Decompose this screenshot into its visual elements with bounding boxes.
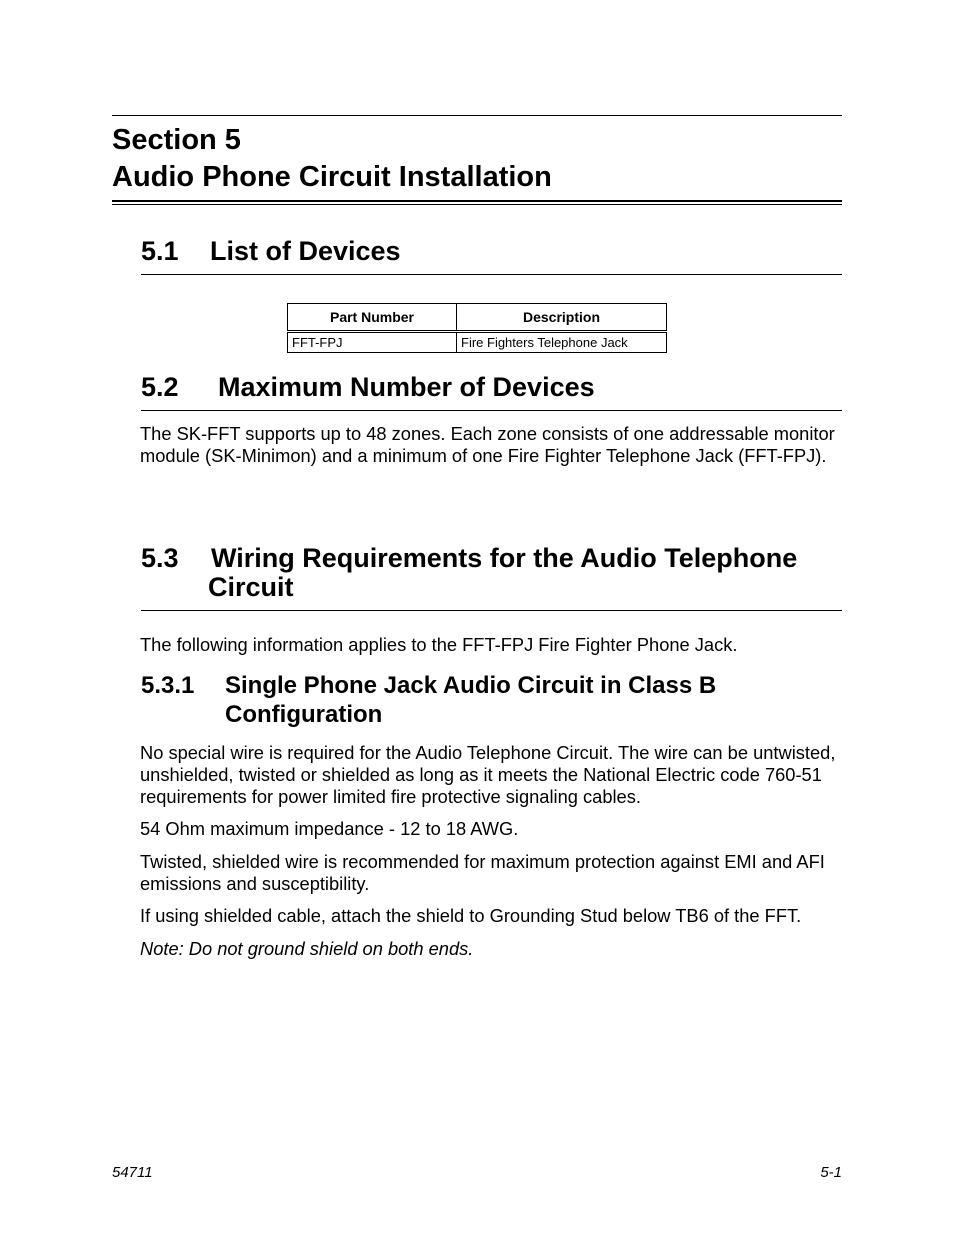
ground-note: Note: Do not ground shield on both ends. — [140, 938, 474, 959]
heading-5-1 — [141, 236, 401, 266]
heading-5-3-rule — [141, 610, 842, 611]
section-name-line: Audio Phone Circuit Installation — [112, 161, 552, 193]
section-number-line: Section 5 — [112, 124, 241, 156]
heading-5-2 — [141, 372, 595, 402]
device-table-header-description: Description — [457, 304, 667, 332]
table-row — [288, 332, 667, 353]
heading-5-3 — [141, 544, 797, 602]
section-bottom-rule-2 — [112, 204, 842, 205]
shielded-wire-paragraph: Twisted, shielded wire is recommended for maximum protection against EMI and AFI emissions and susceptibility. — [140, 851, 825, 894]
heading-5-1-number: 5.1 — [141, 236, 179, 266]
impedance-paragraph: 54 Ohm maximum impedance - 12 to 18 AWG. — [140, 818, 519, 839]
max-devices-paragraph: The SK-FFT supports up to 48 zones. Each zone consists of one addressable monitor module (SK-Minimon) and a minimum of one Fire Fighter Telephone Jack (FFT-FPJ). — [140, 423, 835, 466]
heading-5-1-title: List of Devices — [210, 236, 401, 266]
heading-5-3-title-line1: Wiring Requirements for the Audio Telephone — [211, 543, 798, 573]
wiring-intro-paragraph: The following information applies to the FFT-FPJ Fire Fighter Phone Jack. — [140, 634, 738, 655]
heading-5-3-1-title-line2: Configuration — [225, 701, 383, 728]
device-table-header-part-number: Part Number — [288, 304, 457, 332]
device-table — [287, 303, 667, 353]
heading-5-3-1-title-line1: Single Phone Jack Audio Circuit in Class B — [225, 672, 717, 699]
heading-5-3-title-line2: Circuit — [208, 572, 294, 602]
heading-5-3-1-number: 5.3.1 — [141, 672, 195, 699]
device-table-header-row — [288, 304, 667, 332]
footer-page-number: 5-1 — [820, 1164, 842, 1181]
heading-5-2-number: 5.2 — [141, 372, 179, 402]
heading-5-2-title: Maximum Number of Devices — [218, 372, 595, 402]
heading-5-2-rule — [141, 410, 842, 411]
heading-5-1-rule — [141, 274, 842, 275]
grounding-paragraph: If using shielded cable, attach the shield to Grounding Stud below TB6 of the FFT. — [140, 905, 802, 926]
wire-requirement-paragraph: No special wire is required for the Audio Telephone Circuit. The wire can be untwisted, unshielded, twisted or shielded as long as it meets the National Electric code 760-51 requirements for power limited fire protective signaling cables. — [140, 742, 836, 807]
device-description: Fire Fighters Telephone Jack — [457, 332, 667, 353]
footer-doc-number: 54711 — [112, 1164, 153, 1181]
section-bottom-rule-1 — [112, 200, 842, 202]
heading-5-3-1 — [141, 671, 716, 729]
device-part-number: FFT-FPJ — [288, 332, 457, 353]
section-top-rule — [112, 115, 842, 116]
section-title — [112, 122, 552, 196]
heading-5-3-number: 5.3 — [141, 543, 179, 573]
